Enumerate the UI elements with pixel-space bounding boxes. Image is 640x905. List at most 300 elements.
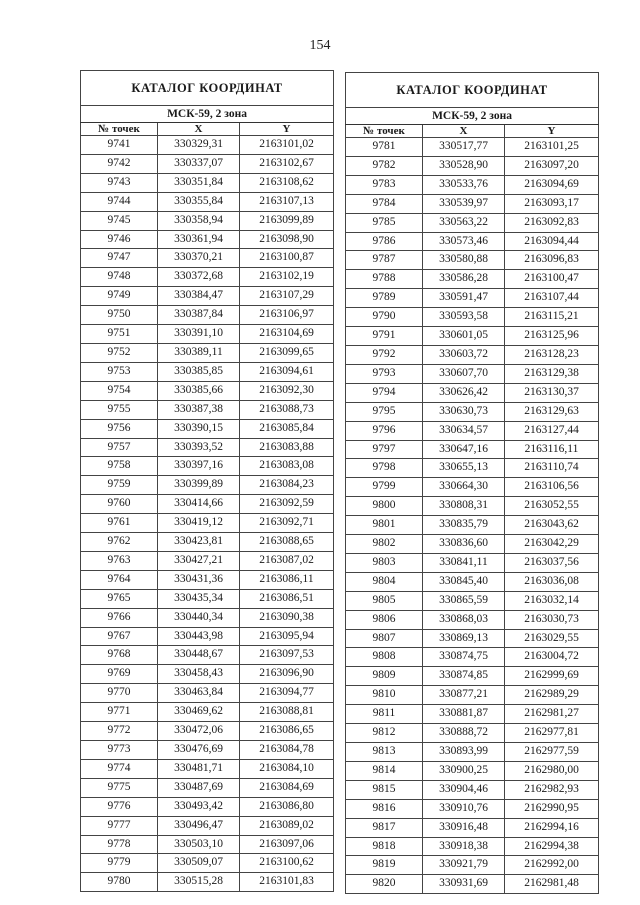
y-coordinate-cell: 2163099,65	[240, 343, 334, 362]
point-number-cell: 9774	[81, 759, 158, 778]
point-number-cell: 9820	[346, 875, 423, 894]
table-row	[81, 173, 334, 192]
point-number-cell: 9755	[81, 400, 158, 419]
table-row	[346, 837, 599, 856]
table-row	[81, 835, 334, 854]
x-coordinate-cell: 330634,57	[423, 421, 505, 440]
y-coordinate-cell: 2163086,11	[240, 570, 334, 589]
table-row	[81, 684, 334, 703]
y-coordinate-cell: 2163101,02	[240, 136, 334, 155]
x-coordinate-cell: 330655,13	[423, 459, 505, 478]
y-coordinate-cell: 2163029,55	[505, 629, 599, 648]
point-number-cell: 9769	[81, 665, 158, 684]
point-number-cell: 9778	[81, 835, 158, 854]
x-coordinate-cell: 330476,69	[158, 741, 240, 760]
table-row	[346, 724, 599, 743]
table-row	[346, 818, 599, 837]
x-coordinate-cell: 330448,67	[158, 646, 240, 665]
table-row	[81, 797, 334, 816]
y-coordinate-cell: 2163097,06	[240, 835, 334, 854]
point-number-cell: 9810	[346, 686, 423, 705]
point-number-cell: 9804	[346, 572, 423, 591]
point-number-cell: 9780	[81, 873, 158, 892]
table-row	[81, 778, 334, 797]
table-row	[81, 533, 334, 552]
y-coordinate-cell: 2163130,37	[505, 383, 599, 402]
table-row	[81, 589, 334, 608]
x-coordinate-cell: 330528,90	[423, 156, 505, 175]
y-coordinate-cell: 2163030,73	[505, 610, 599, 629]
x-coordinate-cell: 330414,66	[158, 495, 240, 514]
point-number-cell: 9789	[346, 289, 423, 308]
x-coordinate-cell: 330463,84	[158, 684, 240, 703]
table-row	[81, 476, 334, 495]
x-coordinate-cell: 330458,43	[158, 665, 240, 684]
table-row	[81, 211, 334, 230]
table-row	[81, 400, 334, 419]
x-coordinate-cell: 330419,12	[158, 514, 240, 533]
point-number-cell: 9805	[346, 591, 423, 610]
point-number-cell: 9759	[81, 476, 158, 495]
y-coordinate-cell: 2163110,74	[505, 459, 599, 478]
point-number-cell: 9783	[346, 175, 423, 194]
catalog-body	[81, 136, 334, 892]
table-row	[346, 856, 599, 875]
y-coordinate-cell: 2163092,71	[240, 514, 334, 533]
y-coordinate-cell: 2163094,69	[505, 175, 599, 194]
table-row	[81, 551, 334, 570]
point-number-cell: 9807	[346, 629, 423, 648]
point-number-cell: 9768	[81, 646, 158, 665]
y-coordinate-cell: 2163106,56	[505, 478, 599, 497]
y-coordinate-cell: 2163086,65	[240, 722, 334, 741]
y-coordinate-cell: 2163104,69	[240, 325, 334, 344]
y-coordinate-cell: 2163100,87	[240, 249, 334, 268]
y-coordinate-cell: 2163128,23	[505, 345, 599, 364]
point-number-cell: 9744	[81, 192, 158, 211]
table-row	[346, 194, 599, 213]
page-number: 154	[309, 38, 331, 53]
x-coordinate-cell: 330865,59	[423, 591, 505, 610]
x-coordinate-cell: 330427,21	[158, 551, 240, 570]
y-coordinate-cell: 2163129,38	[505, 364, 599, 383]
table-row	[81, 438, 334, 457]
point-number-cell: 9772	[81, 722, 158, 741]
catalog-zone: МСК-59, 2 зона	[81, 106, 334, 123]
x-coordinate-cell: 330503,10	[158, 835, 240, 854]
x-coordinate-cell: 330845,40	[423, 572, 505, 591]
y-coordinate-cell: 2162981,48	[505, 875, 599, 894]
x-coordinate-cell: 330808,31	[423, 497, 505, 516]
table-row	[346, 459, 599, 478]
y-coordinate-cell: 2163094,61	[240, 362, 334, 381]
y-coordinate-cell: 2163107,13	[240, 192, 334, 211]
y-coordinate-cell: 2163085,84	[240, 419, 334, 438]
y-coordinate-cell: 2163084,78	[240, 741, 334, 760]
table-row	[346, 440, 599, 459]
point-number-cell: 9757	[81, 438, 158, 457]
y-coordinate-cell: 2163129,63	[505, 402, 599, 421]
x-coordinate-cell: 330918,38	[423, 837, 505, 856]
y-coordinate-cell: 2163094,44	[505, 232, 599, 251]
catalog-zone: МСК-59, 2 зона	[346, 108, 599, 125]
point-number-cell: 9802	[346, 535, 423, 554]
point-number-cell: 9762	[81, 533, 158, 552]
x-coordinate-cell: 330385,66	[158, 381, 240, 400]
x-coordinate-cell: 330355,84	[158, 192, 240, 211]
point-number-cell: 9775	[81, 778, 158, 797]
catalog-title: КАТАЛОГ КООРДИНАТ	[346, 73, 599, 108]
point-number-cell: 9764	[81, 570, 158, 589]
table-row	[81, 381, 334, 400]
x-coordinate-cell: 330904,46	[423, 780, 505, 799]
x-coordinate-cell: 330393,52	[158, 438, 240, 457]
y-coordinate-cell: 2163088,65	[240, 533, 334, 552]
x-coordinate-cell: 330472,06	[158, 722, 240, 741]
x-coordinate-cell: 330601,05	[423, 327, 505, 346]
x-coordinate-cell: 330399,89	[158, 476, 240, 495]
point-number-cell: 9745	[81, 211, 158, 230]
x-coordinate-cell: 330440,34	[158, 608, 240, 627]
y-coordinate-cell: 2162994,16	[505, 818, 599, 837]
point-number-cell: 9777	[81, 816, 158, 835]
table-row	[346, 402, 599, 421]
y-coordinate-cell: 2163083,08	[240, 457, 334, 476]
x-coordinate-cell: 330435,34	[158, 589, 240, 608]
table-row	[346, 138, 599, 157]
x-coordinate-cell: 330869,13	[423, 629, 505, 648]
table-row	[346, 780, 599, 799]
y-coordinate-cell: 2163083,88	[240, 438, 334, 457]
y-coordinate-cell: 2163106,97	[240, 306, 334, 325]
point-number-cell: 9742	[81, 154, 158, 173]
catalog-title: КАТАЛОГ КООРДИНАТ	[81, 71, 334, 106]
y-coordinate-cell: 2163097,20	[505, 156, 599, 175]
x-coordinate-cell: 330361,94	[158, 230, 240, 249]
point-number-cell: 9773	[81, 741, 158, 760]
x-coordinate-cell: 330389,11	[158, 343, 240, 362]
y-coordinate-cell: 2163092,59	[240, 495, 334, 514]
table-row	[346, 516, 599, 535]
x-coordinate-cell: 330423,81	[158, 533, 240, 552]
catalog-body	[346, 138, 599, 894]
table-row	[81, 230, 334, 249]
point-number-cell: 9814	[346, 761, 423, 780]
y-coordinate-cell: 2162994,38	[505, 837, 599, 856]
y-coordinate-cell: 2163107,44	[505, 289, 599, 308]
y-coordinate-cell: 2163092,30	[240, 381, 334, 400]
table-row	[81, 287, 334, 306]
x-coordinate-cell: 330337,07	[158, 154, 240, 173]
x-coordinate-cell: 330874,85	[423, 667, 505, 686]
y-coordinate-cell: 2163084,10	[240, 759, 334, 778]
point-number-cell: 9743	[81, 173, 158, 192]
coordinate-catalog-table	[345, 72, 599, 894]
table-row	[346, 421, 599, 440]
point-number-cell: 9767	[81, 627, 158, 646]
x-coordinate-cell: 330910,76	[423, 799, 505, 818]
x-coordinate-cell: 330390,15	[158, 419, 240, 438]
x-coordinate-cell: 330563,22	[423, 213, 505, 232]
y-coordinate-cell: 2163102,67	[240, 154, 334, 173]
point-number-cell: 9806	[346, 610, 423, 629]
table-row	[346, 553, 599, 572]
table-row	[346, 232, 599, 251]
y-coordinate-cell: 2163084,69	[240, 778, 334, 797]
point-number-cell: 9817	[346, 818, 423, 837]
table-row	[81, 741, 334, 760]
x-coordinate-cell: 330493,42	[158, 797, 240, 816]
table-row	[81, 249, 334, 268]
x-coordinate-cell: 330580,88	[423, 251, 505, 270]
table-row	[346, 175, 599, 194]
table-row	[346, 213, 599, 232]
x-coordinate-cell: 330591,47	[423, 289, 505, 308]
x-coordinate-cell: 330607,70	[423, 364, 505, 383]
point-number-cell: 9809	[346, 667, 423, 686]
y-coordinate-cell: 2163092,83	[505, 213, 599, 232]
x-coordinate-cell: 330893,99	[423, 743, 505, 762]
point-number-cell: 9799	[346, 478, 423, 497]
x-coordinate-cell: 330370,21	[158, 249, 240, 268]
x-coordinate-cell: 330874,75	[423, 648, 505, 667]
table-row	[346, 591, 599, 610]
header-x: X	[158, 123, 240, 136]
y-coordinate-cell: 2163125,96	[505, 327, 599, 346]
point-number-cell: 9758	[81, 457, 158, 476]
x-coordinate-cell: 330397,16	[158, 457, 240, 476]
table-row	[346, 156, 599, 175]
table-row	[81, 154, 334, 173]
y-coordinate-cell: 2163115,21	[505, 308, 599, 327]
point-number-cell: 9781	[346, 138, 423, 157]
y-coordinate-cell: 2163004,72	[505, 648, 599, 667]
x-coordinate-cell: 330586,28	[423, 270, 505, 289]
point-number-cell: 9754	[81, 381, 158, 400]
x-coordinate-cell: 330881,87	[423, 705, 505, 724]
point-number-cell: 9784	[346, 194, 423, 213]
header-x: X	[423, 125, 505, 138]
header-point-number: № точек	[346, 125, 423, 138]
y-coordinate-cell: 2163032,14	[505, 591, 599, 610]
point-number-cell: 9808	[346, 648, 423, 667]
x-coordinate-cell: 330329,31	[158, 136, 240, 155]
y-coordinate-cell: 2163101,25	[505, 138, 599, 157]
table-row	[81, 816, 334, 835]
point-number-cell: 9801	[346, 516, 423, 535]
y-coordinate-cell: 2163087,02	[240, 551, 334, 570]
y-coordinate-cell: 2163101,83	[240, 873, 334, 892]
x-coordinate-cell: 330509,07	[158, 854, 240, 873]
point-number-cell: 9787	[346, 251, 423, 270]
x-coordinate-cell: 330515,28	[158, 873, 240, 892]
y-coordinate-cell: 2163089,02	[240, 816, 334, 835]
table-row	[346, 289, 599, 308]
table-row	[81, 570, 334, 589]
x-coordinate-cell: 330539,97	[423, 194, 505, 213]
y-coordinate-cell: 2163042,29	[505, 535, 599, 554]
y-coordinate-cell: 2163096,90	[240, 665, 334, 684]
x-coordinate-cell: 330573,46	[423, 232, 505, 251]
point-number-cell: 9819	[346, 856, 423, 875]
y-coordinate-cell: 2163052,55	[505, 497, 599, 516]
x-coordinate-cell: 330916,48	[423, 818, 505, 837]
point-number-cell: 9816	[346, 799, 423, 818]
point-number-cell: 9811	[346, 705, 423, 724]
table-row	[81, 419, 334, 438]
point-number-cell: 9761	[81, 514, 158, 533]
table-row	[346, 629, 599, 648]
y-coordinate-cell: 2163090,38	[240, 608, 334, 627]
header-y: Y	[505, 125, 599, 138]
y-coordinate-cell: 2163116,11	[505, 440, 599, 459]
y-coordinate-cell: 2162981,27	[505, 705, 599, 724]
point-number-cell: 9793	[346, 364, 423, 383]
x-coordinate-cell: 330358,94	[158, 211, 240, 230]
x-coordinate-cell: 330387,38	[158, 400, 240, 419]
point-number-cell: 9770	[81, 684, 158, 703]
table-row	[81, 343, 334, 362]
point-number-cell: 9788	[346, 270, 423, 289]
x-coordinate-cell: 330372,68	[158, 268, 240, 287]
point-number-cell: 9766	[81, 608, 158, 627]
point-number-cell: 9776	[81, 797, 158, 816]
y-coordinate-cell: 2163093,17	[505, 194, 599, 213]
y-coordinate-cell: 2162999,69	[505, 667, 599, 686]
point-number-cell: 9765	[81, 589, 158, 608]
table-row	[346, 497, 599, 516]
y-coordinate-cell: 2163036,08	[505, 572, 599, 591]
x-coordinate-cell: 330496,47	[158, 816, 240, 835]
point-number-cell: 9786	[346, 232, 423, 251]
table-row	[346, 364, 599, 383]
y-coordinate-cell: 2163107,29	[240, 287, 334, 306]
y-coordinate-cell: 2163037,56	[505, 553, 599, 572]
point-number-cell: 9763	[81, 551, 158, 570]
x-coordinate-cell: 330630,73	[423, 402, 505, 421]
table-row	[81, 722, 334, 741]
point-number-cell: 9741	[81, 136, 158, 155]
x-coordinate-cell: 330647,16	[423, 440, 505, 459]
y-coordinate-cell: 2163127,44	[505, 421, 599, 440]
x-coordinate-cell: 330431,36	[158, 570, 240, 589]
table-row	[81, 306, 334, 325]
y-coordinate-cell: 2163100,62	[240, 854, 334, 873]
point-number-cell: 9749	[81, 287, 158, 306]
table-row	[81, 608, 334, 627]
header-point-number: № точек	[81, 123, 158, 136]
x-coordinate-cell: 330900,25	[423, 761, 505, 780]
x-coordinate-cell: 330877,21	[423, 686, 505, 705]
y-coordinate-cell: 2162980,00	[505, 761, 599, 780]
x-coordinate-cell: 330481,71	[158, 759, 240, 778]
table-row	[81, 873, 334, 892]
point-number-cell: 9792	[346, 345, 423, 364]
table-row	[81, 136, 334, 155]
x-coordinate-cell: 330384,47	[158, 287, 240, 306]
y-coordinate-cell: 2163098,90	[240, 230, 334, 249]
y-coordinate-cell: 2163102,19	[240, 268, 334, 287]
x-coordinate-cell: 330835,79	[423, 516, 505, 535]
point-number-cell: 9794	[346, 383, 423, 402]
table-row	[346, 251, 599, 270]
y-coordinate-cell: 2163084,23	[240, 476, 334, 495]
table-row	[81, 457, 334, 476]
y-coordinate-cell: 2163086,80	[240, 797, 334, 816]
table-row	[346, 875, 599, 894]
point-number-cell: 9818	[346, 837, 423, 856]
table-row	[346, 327, 599, 346]
point-number-cell: 9785	[346, 213, 423, 232]
x-coordinate-cell: 330868,03	[423, 610, 505, 629]
table-row	[346, 648, 599, 667]
x-coordinate-cell: 330888,72	[423, 724, 505, 743]
x-coordinate-cell: 330603,72	[423, 345, 505, 364]
point-number-cell: 9760	[81, 495, 158, 514]
point-number-cell: 9750	[81, 306, 158, 325]
y-coordinate-cell: 2163086,51	[240, 589, 334, 608]
table-row	[346, 799, 599, 818]
y-coordinate-cell: 2163043,62	[505, 516, 599, 535]
x-coordinate-cell: 330841,11	[423, 553, 505, 572]
table-row	[81, 514, 334, 533]
point-number-cell: 9748	[81, 268, 158, 287]
y-coordinate-cell: 2163095,94	[240, 627, 334, 646]
point-number-cell: 9771	[81, 703, 158, 722]
y-coordinate-cell: 2163088,81	[240, 703, 334, 722]
point-number-cell: 9798	[346, 459, 423, 478]
table-row	[346, 743, 599, 762]
y-coordinate-cell: 2162977,81	[505, 724, 599, 743]
point-number-cell: 9751	[81, 325, 158, 344]
table-row	[81, 646, 334, 665]
table-row	[346, 270, 599, 289]
point-number-cell: 9795	[346, 402, 423, 421]
table-row	[81, 495, 334, 514]
y-coordinate-cell: 2162977,59	[505, 743, 599, 762]
point-number-cell: 9752	[81, 343, 158, 362]
table-row	[346, 383, 599, 402]
table-row	[81, 703, 334, 722]
point-number-cell: 9782	[346, 156, 423, 175]
y-coordinate-cell: 2162982,93	[505, 780, 599, 799]
table-row	[81, 325, 334, 344]
point-number-cell: 9791	[346, 327, 423, 346]
table-row	[346, 686, 599, 705]
y-coordinate-cell: 2163108,62	[240, 173, 334, 192]
x-coordinate-cell: 330931,69	[423, 875, 505, 894]
x-coordinate-cell: 330533,76	[423, 175, 505, 194]
x-coordinate-cell: 330487,69	[158, 778, 240, 797]
point-number-cell: 9797	[346, 440, 423, 459]
point-number-cell: 9756	[81, 419, 158, 438]
header-y: Y	[240, 123, 334, 136]
table-row	[81, 362, 334, 381]
table-row	[81, 759, 334, 778]
y-coordinate-cell: 2163088,73	[240, 400, 334, 419]
y-coordinate-cell: 2163094,77	[240, 684, 334, 703]
table-row	[346, 667, 599, 686]
x-coordinate-cell: 330385,85	[158, 362, 240, 381]
table-row	[346, 610, 599, 629]
coordinate-catalog-table	[80, 70, 334, 892]
y-coordinate-cell: 2162989,29	[505, 686, 599, 705]
x-coordinate-cell: 330626,42	[423, 383, 505, 402]
point-number-cell: 9747	[81, 249, 158, 268]
x-coordinate-cell: 330836,60	[423, 535, 505, 554]
y-coordinate-cell: 2163099,89	[240, 211, 334, 230]
x-coordinate-cell: 330351,84	[158, 173, 240, 192]
